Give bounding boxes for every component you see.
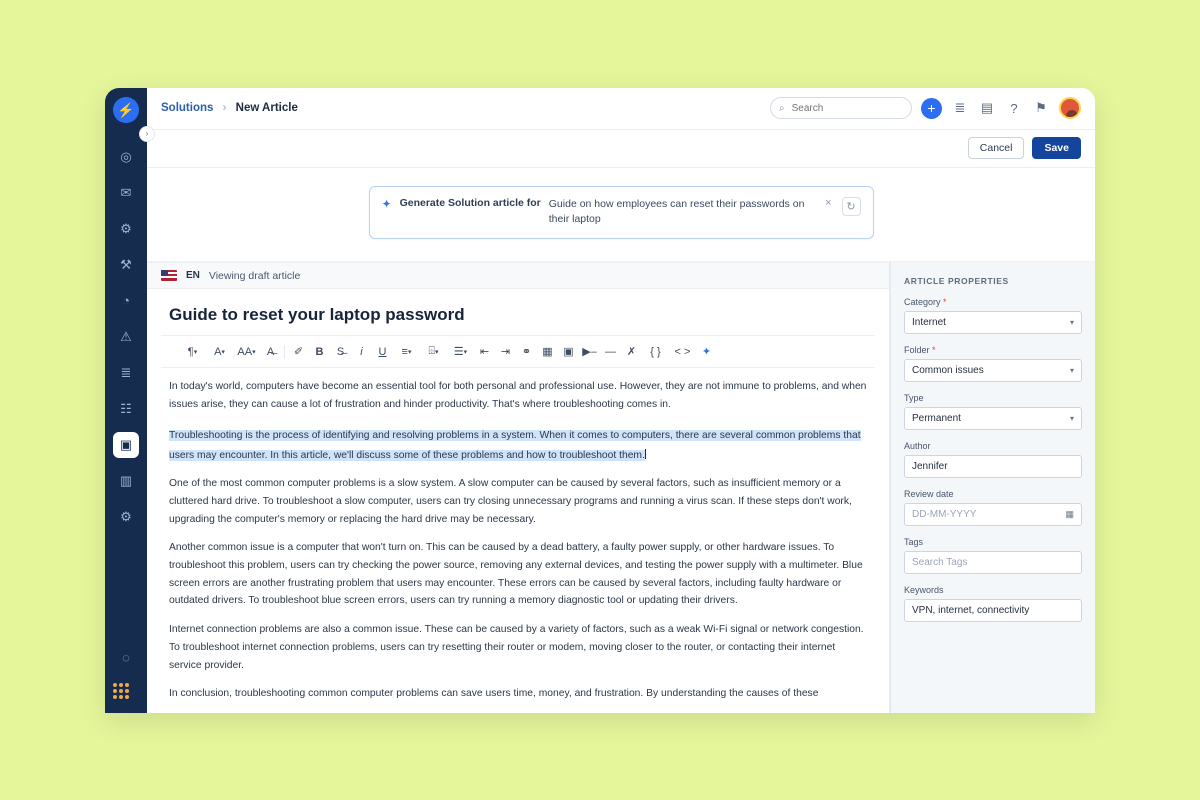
notifications-button[interactable] <box>1032 100 1050 116</box>
calendar-icon[interactable]: ▦ <box>1065 509 1074 519</box>
review-date-input[interactable] <box>904 503 1082 526</box>
plus-icon: + <box>927 100 936 116</box>
source-code-button[interactable] <box>669 342 696 362</box>
chevron-down-icon: ▾ <box>1069 318 1074 327</box>
indent-icon: ⇥ <box>500 346 511 359</box>
field-type <box>904 393 1082 430</box>
toolbar-divider <box>284 345 285 359</box>
italic-icon: i <box>360 345 363 358</box>
sidebar-item-globe[interactable] <box>113 645 139 671</box>
top-bar <box>147 88 1095 130</box>
clear-format-button[interactable] <box>260 342 281 362</box>
generate-card-label: Generate Solution article for <box>399 196 541 209</box>
category-value: Internet <box>912 317 946 328</box>
contracts-icon: ☷ <box>120 400 132 416</box>
article-title[interactable]: Guide to reset your laptop password <box>169 305 465 325</box>
generate-card-prompt: Guide on how employees can reset their passwords on their laptop <box>548 197 805 226</box>
clear-format-icon: A̶ <box>266 345 275 358</box>
selected-paragraph-wrapper <box>169 425 867 464</box>
chevron-down-icon: ▾ <box>1069 414 1074 423</box>
sidebar-item-changes[interactable] <box>113 252 139 278</box>
flag-us-icon <box>161 270 177 281</box>
article-paragraph: In conclusion, troubleshooting common computer problems can save users time, money, and frustration. By understanding the causes of these <box>169 688 819 700</box>
align-dropdown[interactable]: ≡ ▾ <box>401 345 412 358</box>
folder-label: Folder <box>904 345 930 355</box>
bulleted-list-dropdown[interactable]: ☰ ▾ <box>453 346 468 359</box>
left-sidebar <box>105 88 147 713</box>
underline-button[interactable] <box>372 342 393 362</box>
field-label: Keywords <box>904 585 944 595</box>
code-block-button[interactable] <box>642 342 669 362</box>
article-paragraph: One of the most common computer problems is a slow system. A slow computer can be caused by several factors, such as insufficient memory or a cluttered hard drive. To troubleshoot a slow computer, users can try closing unnecessary programs and running a virus scan. If these steps don't work, upgrading the computer's memory or replacing the hard drive may be necessary. <box>169 478 852 525</box>
regenerate-icon[interactable]: ↻ <box>842 197 861 216</box>
sidebar-item-assets[interactable] <box>113 360 139 386</box>
sidebar-item-tickets[interactable] <box>113 180 139 206</box>
category-select[interactable] <box>904 311 1082 334</box>
search-icon: ⌕ <box>779 102 785 114</box>
text-caret <box>645 449 646 459</box>
language-bar <box>147 262 889 289</box>
help-button[interactable] <box>1005 101 1023 116</box>
chevron-down-icon: ▾ <box>1069 366 1074 375</box>
add-button[interactable] <box>921 98 942 119</box>
field-label <box>904 345 1082 355</box>
video-button[interactable] <box>579 342 600 362</box>
sidebar-item-alerts[interactable] <box>113 324 139 350</box>
calendar-button[interactable] <box>978 100 996 116</box>
changes-icon: ⚒ <box>120 256 132 272</box>
generate-banner-zone <box>147 168 1095 263</box>
releases-icon: ◔ <box>122 293 130 308</box>
top-bar-actions <box>770 97 1081 119</box>
highlight-pen-icon: ✐ <box>293 346 304 359</box>
logo-bolt-icon: ⚡ <box>117 101 135 118</box>
app-logo[interactable] <box>113 97 139 123</box>
tags-input[interactable] <box>904 551 1082 574</box>
field-label: Review date <box>904 489 954 499</box>
link-icon: ⚭ <box>521 346 532 359</box>
required-marker: * <box>932 345 936 355</box>
tasks-icon: ≣ <box>954 100 966 115</box>
article-paragraph: In today's world, computers have become an essential tool for both personal and professional use. However, they are not immune to problems, and when issues arise, they can cause a lot of frustration and hinder productivity. That's where troubleshooting comes in. <box>169 381 867 411</box>
align-icon: ≡ <box>401 345 408 358</box>
bulleted-list-icon: ☰ <box>453 346 464 359</box>
review-date-placeholder: DD-MM-YYYY <box>912 509 977 520</box>
cancel-button[interactable]: Cancel <box>968 137 1025 159</box>
bold-button[interactable] <box>309 342 330 362</box>
outdent-button[interactable] <box>474 342 495 362</box>
draft-status-label: Viewing draft article <box>208 269 301 282</box>
sidebar-item-problems[interactable] <box>113 216 139 242</box>
field-label <box>904 297 1082 307</box>
breadcrumb-root[interactable]: Solutions <box>161 102 214 114</box>
breadcrumb-current: New Article <box>235 102 298 114</box>
article-paragraph: Another common issue is a computer that won't turn on. This can be caused by a dead battery, a faulty power supply, or other hardware issues. To troubleshoot this problem, users can try checking the power source, removing any external devices, and testing the power supply with a multimeter. Blue screen errors are another frustrating problem that users may encounter. These errors can be caused by several factors, including faulty hardware or outdated drivers. To troubleshoot blue screen errors, users can try running a memory diagnostic tool or updating their drivers. <box>169 542 863 607</box>
horizontal-rule-button[interactable] <box>600 342 621 362</box>
editor-toolbar <box>161 335 875 368</box>
sidebar-item-dashboard[interactable] <box>113 144 139 170</box>
required-marker: * <box>943 297 947 307</box>
solutions-book-icon: ▣ <box>119 436 133 452</box>
author-input[interactable] <box>904 455 1082 478</box>
tags-placeholder: Search Tags <box>912 557 968 568</box>
ai-sparkle-icon: ✦ <box>381 196 392 211</box>
strikethrough-button[interactable] <box>330 342 351 362</box>
article-properties-panel <box>890 262 1095 713</box>
table-icon: ▦ <box>542 346 553 359</box>
gear-icon: ⚙ <box>120 508 132 524</box>
font-size-dropdown[interactable]: AA ▾ <box>237 345 256 358</box>
sidebar-expand-button[interactable] <box>139 126 155 142</box>
assets-icon: ≣ <box>120 364 132 380</box>
chevron-right-icon: › <box>145 129 149 138</box>
globe-icon: ◌ <box>122 650 130 665</box>
problems-icon: ⚙ <box>120 220 132 236</box>
help-circle-icon: ? <box>1010 100 1018 116</box>
main-area <box>147 88 1095 713</box>
field-folder <box>904 345 1082 382</box>
horizontal-rule-icon: — <box>605 345 616 358</box>
calendar-icon: ▤ <box>980 100 994 115</box>
save-button[interactable]: Save <box>1032 137 1081 159</box>
keywords-value: VPN, internet, connectivity <box>912 605 1030 616</box>
bell-icon: ⚑ <box>1035 100 1047 115</box>
sidebar-bottom <box>113 640 139 713</box>
breadcrumb <box>161 102 298 114</box>
search-box[interactable] <box>770 97 912 119</box>
field-label: Type <box>904 393 924 403</box>
source-code-icon: < > <box>674 345 691 358</box>
image-button[interactable] <box>558 342 579 362</box>
action-bar <box>147 130 1095 168</box>
highlight-button[interactable] <box>288 342 309 362</box>
article-paragraph-selected: Troubleshooting is the process of identifying and resolving problems in a system. When it comes to computers, there are several common problems that users may encounter. In this article, we'll discuss some of these problems and how to troubleshoot them. <box>169 429 861 461</box>
clear-styles-icon: ✗ <box>626 346 637 359</box>
numbered-list-dropdown[interactable]: ⌹ ▾ <box>428 345 439 358</box>
field-author <box>904 441 1082 478</box>
breadcrumb-separator: › <box>222 102 227 114</box>
sidebar-item-solutions[interactable] <box>113 432 139 458</box>
indent-button[interactable] <box>495 342 516 362</box>
app-window <box>105 88 1095 713</box>
search-input[interactable] <box>790 102 903 115</box>
italic-button[interactable] <box>351 342 372 362</box>
properties-heading: ARTICLE PROPERTIES <box>904 276 1009 286</box>
content-split <box>147 262 1095 713</box>
paragraph-icon: ¶ <box>187 345 194 358</box>
outdent-icon: ⇤ <box>479 346 490 359</box>
underline-icon: U <box>378 345 387 358</box>
field-keywords <box>904 585 1082 622</box>
article-body[interactable] <box>147 368 889 712</box>
dashboard-icon: ◎ <box>120 148 132 164</box>
reports-icon: ▥ <box>119 472 133 488</box>
ai-assist-button[interactable] <box>696 342 717 362</box>
article-paragraph: Internet connection problems are also a common issue. These can be caused by a variety of factors, such as a weak Wi-Fi signal or network congestion. To troubleshoot internet connection problems, users can try resetting their router or modem, moving closer to the router, or contacting their internet service provider. <box>169 624 864 671</box>
sidebar-item-releases[interactable] <box>113 288 139 314</box>
code-block-icon: { } <box>650 345 661 358</box>
font-color-icon: A <box>214 345 222 358</box>
category-label: Category <box>904 297 941 307</box>
article-editor <box>147 262 890 713</box>
generate-solution-card <box>369 186 874 240</box>
keywords-input[interactable] <box>904 599 1082 622</box>
sidebar-item-reports[interactable] <box>113 468 139 494</box>
image-icon: ▣ <box>563 346 574 359</box>
field-review-date <box>904 489 1082 526</box>
type-select[interactable] <box>904 407 1082 430</box>
sidebar-item-admin[interactable] <box>113 504 139 530</box>
paragraph-style-dropdown[interactable]: ¶ ▾ <box>187 345 198 358</box>
font-size-icon: AA <box>237 345 253 358</box>
tasks-button[interactable] <box>951 100 969 116</box>
type-value: Permanent <box>912 413 961 424</box>
close-icon[interactable]: × <box>825 196 832 209</box>
bold-icon: B <box>315 345 324 358</box>
author-value: Jennifer <box>912 461 948 472</box>
video-icon: ▶– <box>582 346 597 359</box>
folder-value: Common issues <box>912 365 984 376</box>
field-tags <box>904 537 1082 574</box>
avatar[interactable] <box>1059 97 1081 119</box>
field-label: Author <box>904 441 931 451</box>
table-button[interactable] <box>537 342 558 362</box>
link-button[interactable] <box>516 342 537 362</box>
language-code[interactable]: EN <box>186 270 200 282</box>
strikethrough-icon: S̶ <box>336 345 345 358</box>
clear-styles-button[interactable] <box>621 342 642 362</box>
ai-sparkle-icon: ✦ <box>701 346 712 359</box>
field-label: Tags <box>904 537 924 547</box>
tickets-icon: ✉ <box>120 184 132 200</box>
folder-select[interactable] <box>904 359 1082 382</box>
sidebar-item-contracts[interactable] <box>113 396 139 422</box>
numbered-list-icon: ⌹ <box>428 345 436 358</box>
font-color-dropdown[interactable]: A ▾ <box>214 345 225 358</box>
field-category <box>904 297 1082 334</box>
app-switcher-icon[interactable] <box>113 683 139 699</box>
alert-icon: ⚠ <box>120 328 132 344</box>
